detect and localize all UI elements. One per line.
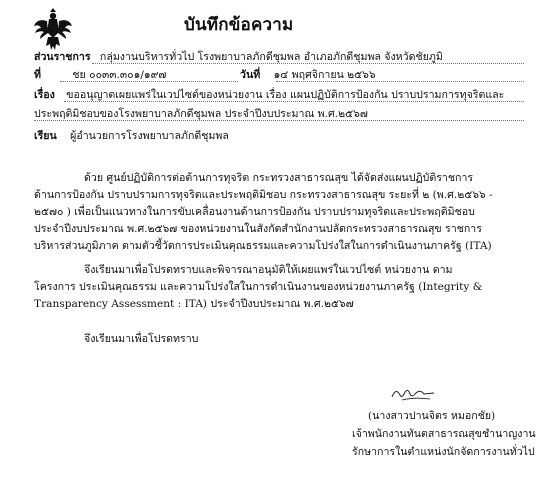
closing-line: จึงเรียนมาเพื่อโปรดทราบ — [84, 333, 199, 345]
reference-number: ชย ๐๐๓๓.๓๐๑/๑๙๗ — [72, 69, 167, 81]
body-paragraph-1-line-4: ประจำปีงบประมาณ พ.ศ.๒๕๖๗ ของหน่วยงานในสังกัดสำนักงานปลัดกระทรวงสาธารณสุข ราชการ — [34, 223, 482, 235]
subject-line-1: ขออนุญาตเผยแพร่ในเวปไซต์ของหน่วยงาน เรื่อง แผนปฏิบัติการป้องกัน ปราบปรามการทุจริตและ — [66, 89, 505, 101]
subject-underline-1 — [64, 101, 524, 102]
addressee-label: เรียน — [34, 130, 57, 142]
signatory-position-1: เจ้าพนักงานทันตสาธารณสุขชำนาญงาน — [352, 428, 536, 440]
addressee-row — [34, 127, 229, 144]
body-paragraph-1-line-1: ด้วย ศูนย์ปฏิบัติการต่อต้านการทุจริต กระทรวงสาธารณสุข ได้จัดส่งแผนปฏิบัติราชการ — [84, 172, 474, 184]
body-paragraph-2-line-1: จึงเรียนมาเพื่อโปรดทราบและพิจารณาอนุมัติให้เผยแพร่ในเวปไซต์ หน่วยงาน ตาม — [84, 264, 453, 276]
body-paragraph-1-line-5: บริหารส่วนภูมิภาค ตามตัวชี้วัดการประเมินคุณธรรมและความโปร่งใสในการดำเนินงานภาครัฐ (ITA) — [34, 240, 492, 252]
signatory-name: (นางสาวปานจิตร หมอกชัย) — [368, 410, 496, 422]
addressee-value: ผู้อำนวยการโรงพยาบาลภักดีชุมพล — [70, 130, 229, 142]
reference-underline — [60, 81, 238, 82]
subject-line-2: ประพฤติมิชอบของโรงพยาบาลภักดีชุมพล ประจำปีงบประมาณ พ.ศ.๒๕๖๗ — [34, 108, 368, 120]
date-value: ๑๔ พฤศจิกายน ๒๕๖๖ — [273, 69, 376, 81]
subject-label: เรื่อง — [34, 89, 55, 101]
garuda-emblem-icon — [33, 8, 73, 52]
body-paragraph-2-line-2: โครงการ ประเมินคุณธรรม และความโปร่งใสในการดำเนินงานของหน่วยงานภาครัฐ (Integrity & — [34, 281, 483, 293]
body-paragraph-2-line-3: Transparency Assessment : ITA) ประจำปีงบประมาณ พ.ศ.๒๕๖๗ — [34, 298, 354, 310]
department-value: กลุ่มงานบริหารทั่วไป โรงพยาบาลภักดีชุมพล อำเภอภักดีชุมพล จังหวัดชัยภูมิ — [99, 51, 443, 63]
date-underline — [276, 81, 524, 82]
memo-title: บันทึกข้อความ — [184, 15, 294, 35]
reference-label: ที่ — [34, 69, 41, 81]
department-underline — [92, 63, 524, 64]
body-paragraph-1-line-2: ด้านการป้องกัน ปราบปรามการทุจริตและประพฤติมิชอบ กระทรวงสาธารณสุข ระยะที่ ๒ (พ.ศ.๒๕๖๖ - — [34, 189, 493, 201]
date-label: วันที่ — [240, 69, 261, 81]
department-label: ส่วนราชการ — [34, 51, 91, 63]
signatory-position-2: รักษาการในตำแหน่งนักจัดการงานทั่วไป — [352, 446, 535, 458]
body-paragraph-1-line-3: ๒๕๗๐ ) เพื่อเป็นแนวทางในการขับเคลื่อนงานด้านการป้องกัน ปราบปรามทุจริตและประพฤติมิชอบ — [34, 206, 475, 218]
subject-underline-2 — [34, 120, 524, 121]
handwritten-signature — [390, 385, 438, 403]
